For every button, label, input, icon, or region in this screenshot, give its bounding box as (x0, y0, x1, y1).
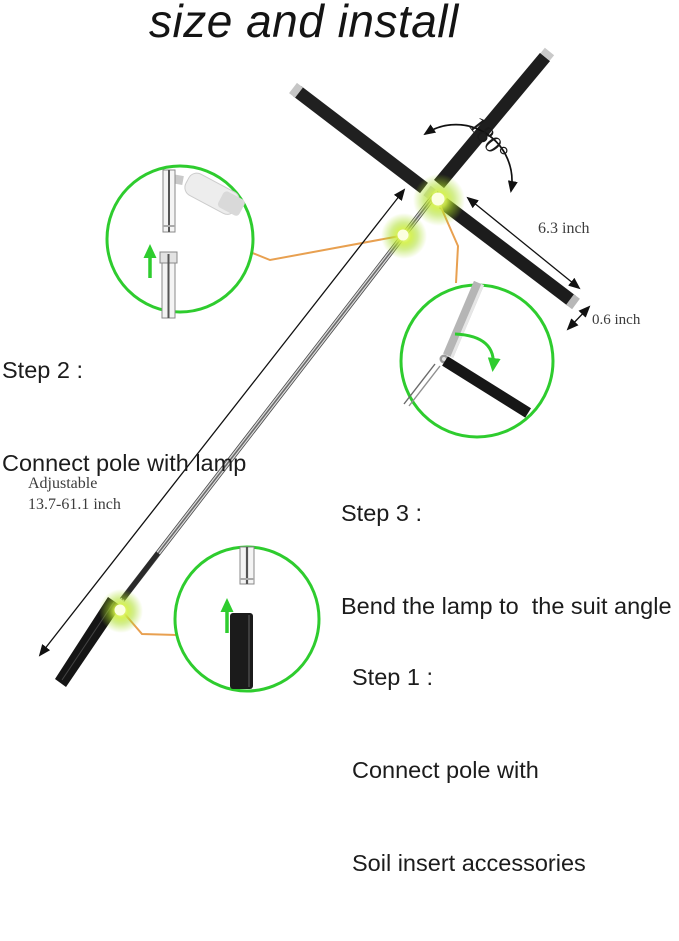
pole-end-segment (240, 547, 254, 584)
step1-title: Step 1 : (352, 664, 433, 690)
adjustable-range: 13.7-61.1 inch (28, 496, 121, 513)
step2-line1: Connect pole with lamp (2, 450, 247, 476)
step2-title: Step 2 : (2, 357, 83, 383)
step3-line1: Bend the lamp to the suit angle (341, 593, 672, 619)
leader-line-step2 (250, 236, 400, 260)
step1-text (352, 600, 586, 941)
step1-line1: Connect pole with (352, 757, 539, 783)
lamp-arm-left (293, 88, 424, 188)
adjustable-word: Adjustable (28, 475, 98, 492)
page-title: size and install (149, 0, 459, 47)
soil-spike-accessory (230, 613, 253, 689)
arm-width-arrow (568, 307, 589, 329)
rotation-angle-label: 180° (462, 112, 514, 167)
step2-text (2, 293, 246, 541)
arm-length-arrow (468, 198, 579, 288)
arm-width-label: 0.6 inch (592, 312, 641, 328)
step1-line2: Soil insert accessories (352, 850, 586, 876)
callout-step1 (175, 547, 319, 691)
callout-step3 (401, 281, 553, 437)
arm-length-label: 6.3 inch (538, 220, 590, 237)
step3-title: Step 3 : (341, 500, 422, 526)
pole-upper-segment (163, 170, 175, 232)
